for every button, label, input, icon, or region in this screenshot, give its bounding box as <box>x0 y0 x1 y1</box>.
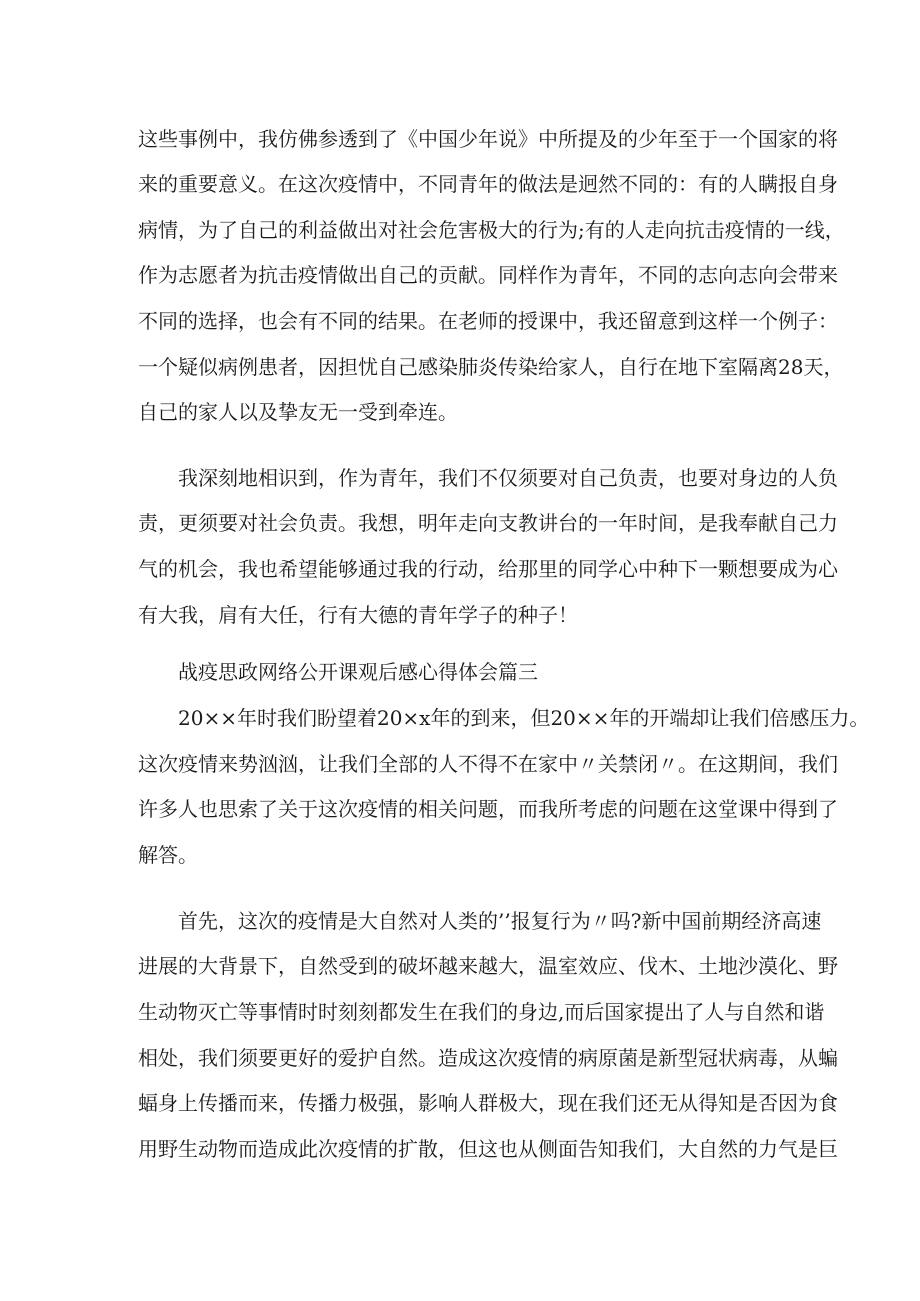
paragraph-1-line-1: 这些事例中，我仿佛参透到了《中国少年说》中所提及的少年至于一个国家的将 <box>138 127 838 151</box>
paragraph-4-line-5: 蝠身上传播而来，传播力极强，影响人群极大，现在我们还无从得知是否因为食 <box>138 1091 838 1115</box>
paragraph-1-line-6: 一个疑似病例患者，因担忧自己感染肺炎传染给家人，自行在地下室隔离28天， <box>138 355 844 379</box>
paragraph-4-line-2: 进展的大背景下，自然受到的破坏越来越大，温室效应、伐木、土地沙漠化、野 <box>138 954 838 978</box>
paragraph-1-line-5: 不同的选择，也会有不同的结果。在老师的授课中，我还留意到这样一个例子： <box>138 309 838 333</box>
paragraph-3-line-3: 许多人也思索了关于这次疫情的相关问题，而我所考虑的问题在这堂课中得到了 <box>138 797 838 821</box>
paragraph-3-line-4: 解答。 <box>138 843 198 867</box>
paragraph-2-line-1: 我深刻地相识到，作为青年，我们不仅须要对自己负责，也要对身边的人负 <box>178 466 838 490</box>
paragraph-1-line-4: 作为志愿者为抗击疫情做出自己的贡献。同样作为青年，不同的志向志向会带来 <box>138 263 838 287</box>
paragraph-2-line-2: 责，更须要对社会负责。我想，明年走向支教讲台的一年时间，是我奉献自己力 <box>138 511 838 535</box>
paragraph-4-line-1: 首先，这次的疫情是大自然对人类的’’报复行为〃吗?新中国前期经济高速 <box>178 909 822 933</box>
paragraph-3-line-1: 20××年时我们盼望着20×x年的到来，但20××年的开端却让我们倍感压力。 <box>178 706 870 730</box>
paragraph-2-line-4: 有大我，肩有大任，行有大德的青年学子的种子！ <box>138 603 578 627</box>
paragraph-4-line-4: 相处，我们须要更好的爱护自然。造成这次疫情的病原菌是新型冠状病毒，从蝙 <box>138 1046 838 1070</box>
paragraph-1-line-2: 来的重要意义。在这次疫情中，不同青年的做法是迥然不同的：有的人瞒报自身 <box>138 172 838 196</box>
paragraph-2-line-3: 气的机会，我也希望能够通过我的行动，给那里的同学心中种下一颗想要成为心 <box>138 557 838 581</box>
paragraph-1-line-3: 病情，为了自己的利益做出对社会危害极大的行为;有的人走向抗击疫情的一线， <box>138 218 845 242</box>
paragraph-3-line-2: 这次疫情来势汹汹，让我们全部的人不得不在家中〃关禁闭〃。在这期间，我们 <box>138 752 838 776</box>
paragraph-4-line-3: 生动物灭亡等事情时时刻刻都发生在我们的身边,而后国家提出了人与自然和谐 <box>138 1000 825 1024</box>
paragraph-4-line-6: 用野生动物而造成此次疫情的扩散，但这也从侧面告知我们，大自然的力气是巨 <box>138 1137 838 1161</box>
paragraph-1-line-7: 自己的家人以及挚友无一受到牵连。 <box>138 400 458 424</box>
section-heading: 战疫思政网络公开课观后感心得体会篇三 <box>178 660 538 684</box>
